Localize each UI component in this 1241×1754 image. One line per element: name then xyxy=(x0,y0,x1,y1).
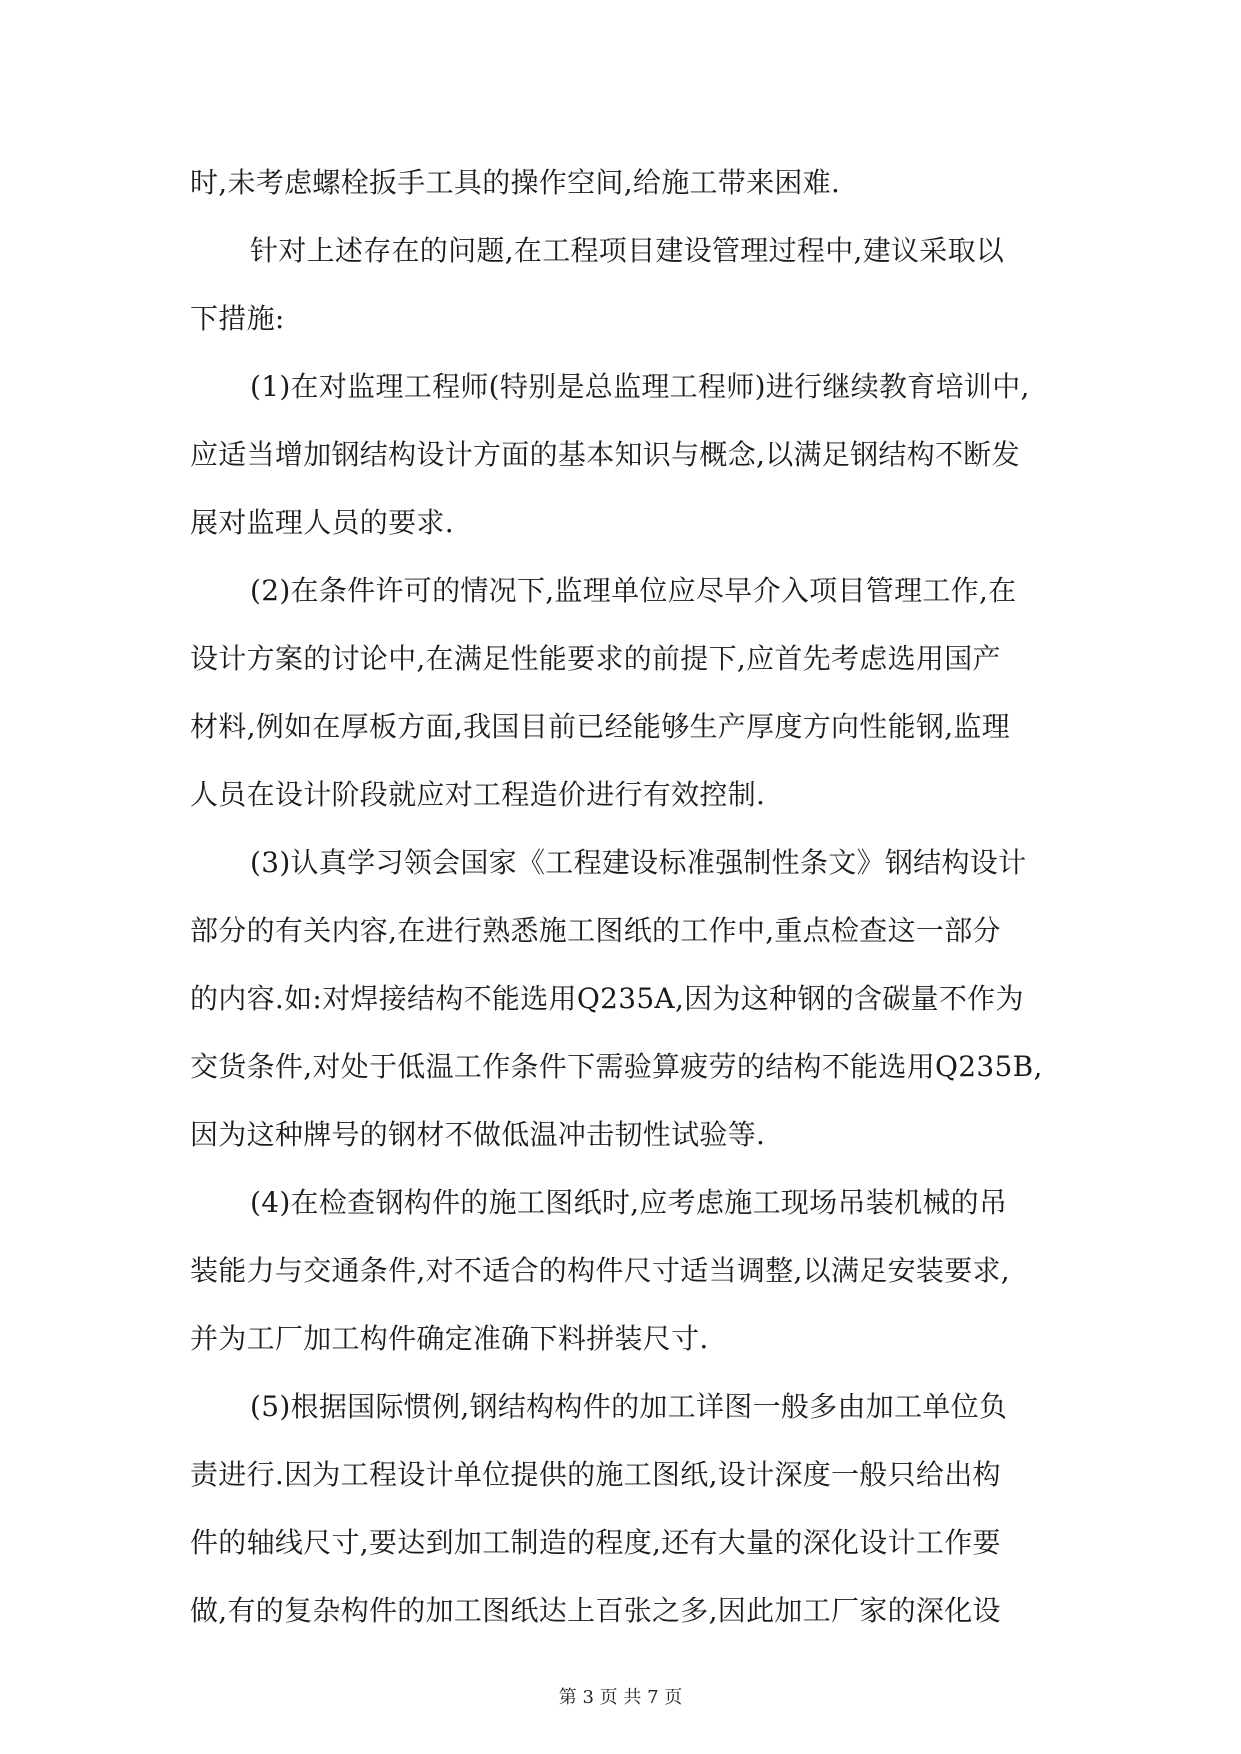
text-line: 时,未考虑螺栓扳手工具的操作空间,给施工带来困难. xyxy=(190,166,841,199)
text-line: 装能力与交通条件,对不适合的构件尺寸适当调整,以满足安装要求, xyxy=(190,1254,1011,1287)
paragraph-start-line: (5)根据国际惯例,钢结构构件的加工详图一般多由加工单位负 xyxy=(250,1390,1008,1423)
text-line: 交货条件,对处于低温工作条件下需验算疲劳的结构不能选用Q235B, xyxy=(190,1050,1043,1083)
page-number-footer: 第 3 页 共 7 页 xyxy=(558,1687,683,1708)
paragraph-start-line: (4)在检查钢构件的施工图纸时,应考虑施工现场吊装机械的吊 xyxy=(250,1186,1008,1219)
text-line: 人员在设计阶段就应对工程造价进行有效控制. xyxy=(190,778,766,811)
text-line: 件的轴线尺寸,要达到加工制造的程度,还有大量的深化设计工作要 xyxy=(190,1526,1001,1559)
text-line: 材料,例如在厚板方面,我国目前已经能够生产厚度方向性能钢,监理 xyxy=(190,710,1011,743)
text-line: 设计方案的讨论中,在满足性能要求的前提下,应首先考虑选用国产 xyxy=(190,642,1001,675)
text-line: 应适当增加钢结构设计方面的基本知识与概念,以满足钢结构不断发 xyxy=(190,438,1020,471)
paragraph-start-line: 针对上述存在的问题,在工程项目建设管理过程中,建议采取以 xyxy=(250,234,1005,267)
text-line: 并为工厂加工构件确定准确下料拼装尺寸. xyxy=(190,1322,709,1355)
text-line: 部分的有关内容,在进行熟悉施工图纸的工作中,重点检查这一部分 xyxy=(190,914,1001,947)
text-line: 展对监理人员的要求. xyxy=(190,506,454,539)
text-line: 责进行.因为工程设计单位提供的施工图纸,设计深度一般只给出构 xyxy=(190,1458,1001,1491)
paragraph-start-line: (3)认真学习领会国家《工程建设标准强制性条文》钢结构设计 xyxy=(250,846,1027,879)
paragraph-start-line: (1)在对监理工程师(特别是总监理工程师)进行继续教育培训中, xyxy=(250,370,1030,403)
text-line: 因为这种牌号的钢材不做低温冲击韧性试验等. xyxy=(190,1118,766,1151)
text-line: 的内容.如:对焊接结构不能选用Q235A,因为这种钢的含碳量不作为 xyxy=(190,982,1024,1015)
text-line: 做,有的复杂构件的加工图纸达上百张之多,因此加工厂家的深化设 xyxy=(190,1594,1001,1627)
paragraph-start-line: (2)在条件许可的情况下,监理单位应尽早介入项目管理工作,在 xyxy=(250,574,1017,607)
text-line: 下措施: xyxy=(190,302,285,335)
